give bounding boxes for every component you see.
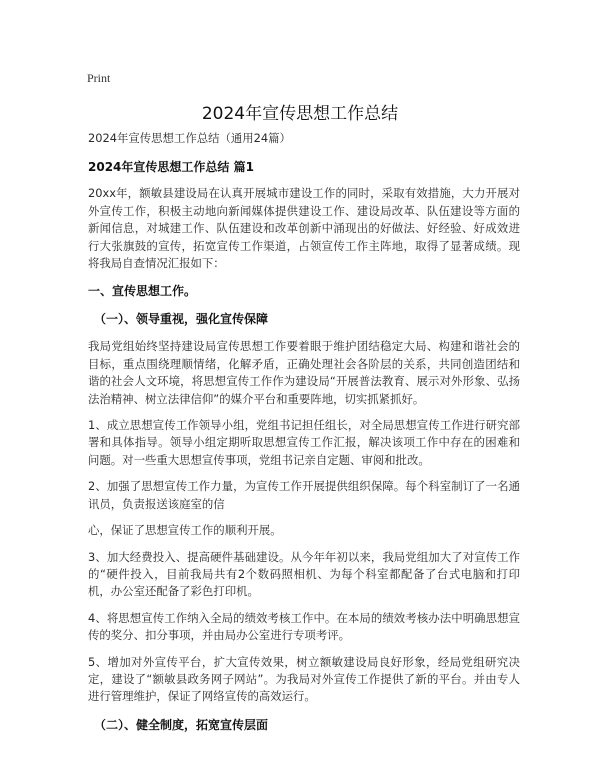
subsection-heading-1: （一）、领导重视，强化宣传保障: [94, 312, 269, 327]
document-subtitle: 2024年宣传思想工作总结（通用24篇）: [88, 131, 291, 145]
intro-paragraph: 20xx年，额敏县建设局在认真开展城市建设工作的同时，采取有效措施，大力开展对外宣传工作，积极主动地向新闻媒体提供建设工作、建设局改革、队伍建设等方面的新闻信息，对城建工作、队伍建设和改革创新中涌现出的好做法、好经验、好成效进行大张旗鼓的宣传，拓宽宣传工作渠道，占领宣传工作主阵地，取得了显著成绩。现将我局自查情况汇报如下：: [88, 186, 520, 271]
article-heading: 2024年宣传思想工作总结 篇1: [88, 160, 254, 175]
subsection-heading-2: （二）、健全制度，拓宽宣传层面: [94, 717, 269, 732]
list-item-3: 3、加大经费投入、提高硬件基础建设。从今年年初以来，我局党组加大了对宣传工作的“硬件投入，目前我局共有2个数码照相机、为每个科室都配备了台式电脑和打印机，办公室还配备了彩色打印机。: [88, 549, 520, 599]
subsection-1-paragraph: 我局党组始终坚持建设局宣传思想工作要着眼于维护团结稳定大局、构建和谐社会的目标，重点围绕理顺情绪，化解矛盾，正确处理社会各阶层的关系，共同创造团结和谐的社会人文环境，将思想宣传工作作为建设局“开展普法教育、展示对外形象、弘扬法治精神、树立法律信仰”的媒介平台和重要阵地，切实抓紧抓好。: [88, 339, 520, 406]
list-item-2: 2、加强了思想宣传工作力量，为宣传工作开展提供组织保障。每个科室制订了一名通讯员，负责报送该庭室的信: [88, 479, 520, 511]
document-body: [88, 130, 520, 734]
page-title: 2024年宣传思想工作总结: [201, 104, 399, 124]
print-label[interactable]: Print: [87, 71, 111, 85]
list-item-1: 1、成立思想宣传工作领导小组，党组书记担任组长，对全局思想宣传工作进行研究部署和具体指导。领导小组定期听取思想宣传工作汇报，解决该项工作中存在的困难和问题。对一些重大思想宣传事项，党组书记亲自定题、审阅和批改。: [88, 418, 520, 467]
list-item-4: 4、将思想宣传工作纳入全局的绩效考核工作中。在本局的绩效考核办法中明确思想宣传的奖分、扣分事项，并由局办公室进行专项考评。: [88, 610, 520, 643]
list-item-2-continued: 心，保证了思想宣传工作的顺利开展。: [88, 523, 282, 538]
section-heading-1: 一、宣传思想工作。: [88, 284, 197, 299]
list-item-5: 5、增加对外宣传平台，扩大宣传效果，树立额敏建设局良好形象，经局党组研究决定，建设了“额敏县政务网子网站”。为我局对外宣传工作提供了新的平台。并由专人进行管理维护，保证了网络宣传的高效运行。: [88, 654, 520, 704]
